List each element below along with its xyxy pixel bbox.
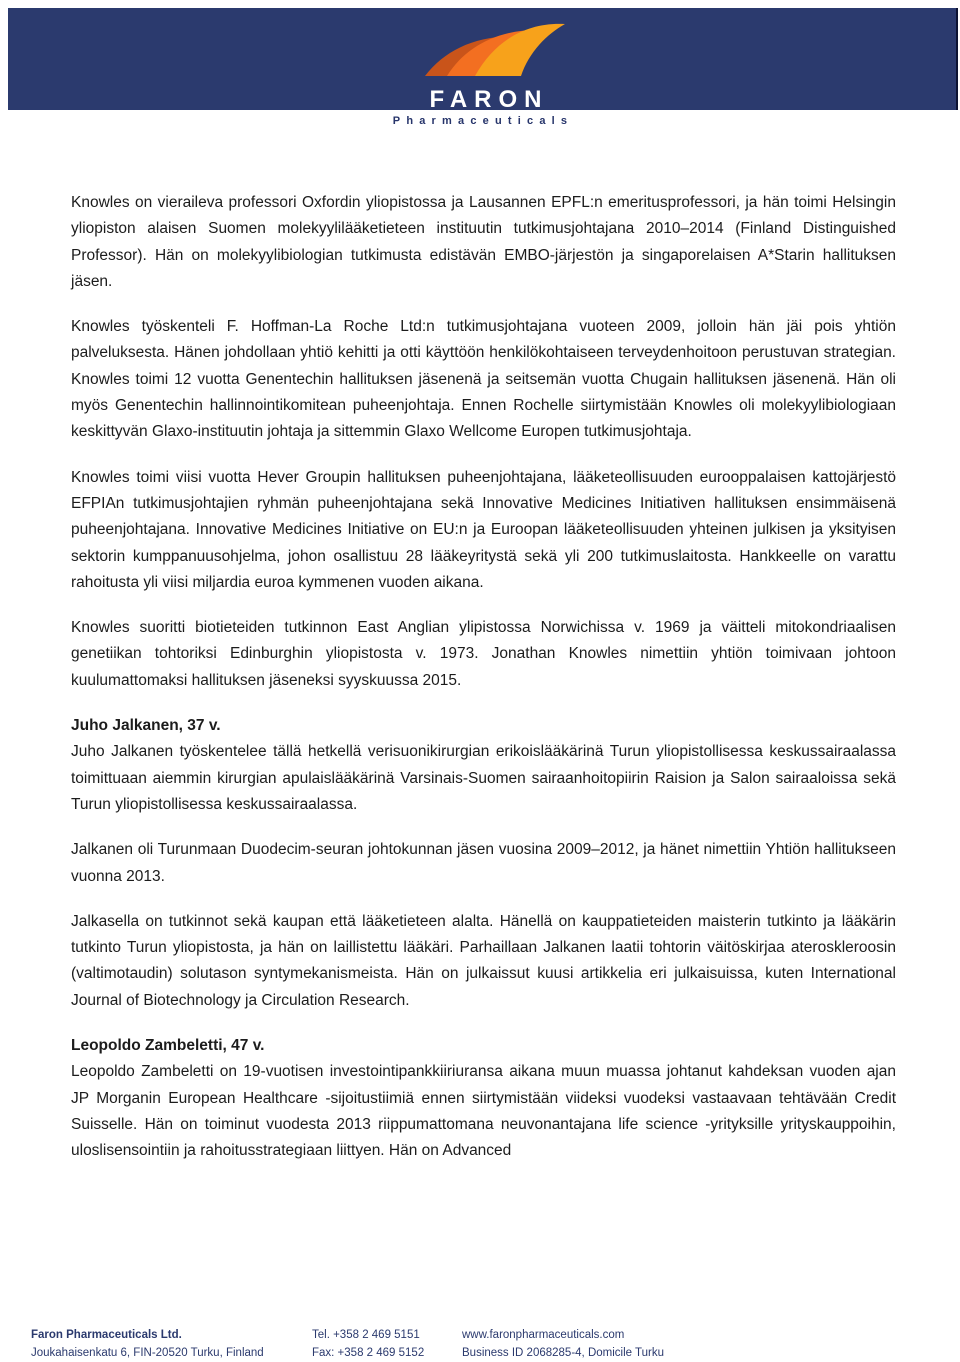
logo-wordmark: FARON [429, 86, 549, 110]
paragraph-knowles-4: Knowles suoritti biotieteiden tutkinnon East Anglian ylipistossa Norwichissa v. 1969 ja väitteli mitokondriaalisen genetiikan tohtoriksi Edinburghin yliopistosta v. 1973. Jonathan Knowles nimettiin yhtiön toimivaan johtoon kuulumattomaksi hallituksen jäseneksi syyskuussa 2015. [71, 619, 896, 689]
heading-zambeletti: Leopoldo Zambeletti, 47 v. [71, 1037, 265, 1055]
paragraph-zambeletti-1: Leopoldo Zambeletti on 19-vuotisen investointipankkiiriuransa aikana muun muassa johtanut kahdeksan vuoden ajan JP Morganin European Healthcare -sijoitustiimiä ennen siirtymistään viideksi vuodeksi vastaavaan tehtävään Credit Suisselle. Hän on toiminut vuodesta 2013 riippumattomana neuvonantajana life science -yrityksille yrityskauppoihin, uloslisensointiin ja rahoitusstrategiaan liittyen. Hän on Advanced [71, 1063, 896, 1160]
footer-company-name: Faron Pharmaceuticals Ltd. [31, 1329, 182, 1341]
footer-website-link[interactable]: www.faronpharmaceuticals.com [462, 1329, 625, 1341]
logo-tagline: Pharmaceuticals [392, 115, 574, 127]
footer-tel: Tel. +358 2 469 5151 [312, 1329, 420, 1341]
paragraph-knowles-2: Knowles työskenteli F. Hoffman-La Roche Ltd:n tutkimusjohtajana vuoteen 2009, jolloin hän jäi pois yhtiön palveluksesta. Hänen johdollaan yhtiö kehitti ja otti käyttöön henkilökohtaiseen terveydenhoitoon perustuvan strategian. Knowles toimi 12 vuotta Genentechin hallituksen jäsenenä ja seitsemän vuotta Chugain hallituksen jäsenenä. Hän oli myös Genentechin hallinnointikomitean puheenjohtaja. Ennen Rochelle siirtymistään Knowles oli molekyylibiologiaan keskittyvän Glaxo-instituutin johtaja ja sittemmin Glaxo Wellcome Europen tutkimusjohtaja. [71, 318, 896, 441]
paragraph-knowles-1: Knowles on vieraileva professori Oxfordin yliopistossa ja Lausannen EPFL:n emeritusprofessori, ja hän toimi Helsingin yliopiston alaisen Suomen molekyylilääketieteen instituutin tutkimusjohtajana 2010–2014 (Finland Distinguished Professor). Hän on molekyylibiologian tutkimusta edistävän EMBO-järjestön ja singaporelaisen A*Starin hallituksen jäsen. [71, 194, 896, 290]
paragraph-jalkanen-3: Jalkasella on tutkinnot sekä kaupan että lääketieteen alalta. Hänellä on kauppatieteiden maisterin tutkinto ja lääkärin tutkinto Turun yliopistosta, ja hän on laillistettu lääkäri. Parhaillaan Jalkanen laatii tohtorin väitöskirjaa ateroskleroosin (valtimotaudin) solutason syntymekanismeista. Hän on julkaissut kuusi artikkelia eri julkaisuissa, kuten International Journal of Biotechnology ja Circulation Research. [71, 912, 896, 1009]
faron-logo-icon [417, 16, 567, 78]
footer-company-column [31, 1326, 264, 1362]
heading-jalkanen: Juho Jalkanen, 37 v. [71, 717, 221, 735]
footer-business-id: Business ID 2068285-4, Domicile Turku [462, 1347, 664, 1359]
paragraph-knowles-3: Knowles toimi viisi vuotta Hever Groupin hallituksen puheenjohtajana, lääketeollisuuden eurooppalaisen kattojärjestö EFPIAn tutkimusjohtajien ryhmän puheenjohtajana sekä Innovative Medicines Initiativen hallituksen ensimmäisenä puheenjohtajana. Innovative Medicines Initiative on EU:n ja Euroopan lääketeollisuuden yhteinen julkisen ja yksityisen sektorin kumppanuusohjelma, johon osallistuu 28 lääkeyritystä sekä yli 200 tutkimuslaitosta. Hankkeelle on varattu rahoitusta yli viisi miljardia euroa kymmenen vuoden aikana. [71, 468, 896, 591]
footer-web-column [462, 1326, 664, 1362]
footer-phone-column [312, 1326, 424, 1362]
header-banner [8, 8, 958, 110]
document-body [71, 190, 896, 1184]
footer-address: Joukahaisenkatu 6, FIN-20520 Turku, Finland [31, 1347, 264, 1359]
paragraph-jalkanen-2: Jalkanen oli Turunmaan Duodecim-seuran johtokunnan jäsen vuosina 2009–2012, ja hänet nimettiin Yhtiön hallitukseen vuonna 2013. [71, 841, 896, 885]
footer-fax: Fax: +358 2 469 5152 [312, 1347, 425, 1359]
paragraph-jalkanen-1: Juho Jalkanen työskentelee tällä hetkellä verisuonikirurgian erikoislääkärinä Turun yliopistollisessa keskussairaalassa toimittuaan aiemmin kirurgian apulaislääkärinä Varsinais-Suomen sairaanhoitopiirin Raision ja Salon sairaaloissa sekä Turun yliopistollisessa keskussairaalassa. [71, 743, 896, 813]
